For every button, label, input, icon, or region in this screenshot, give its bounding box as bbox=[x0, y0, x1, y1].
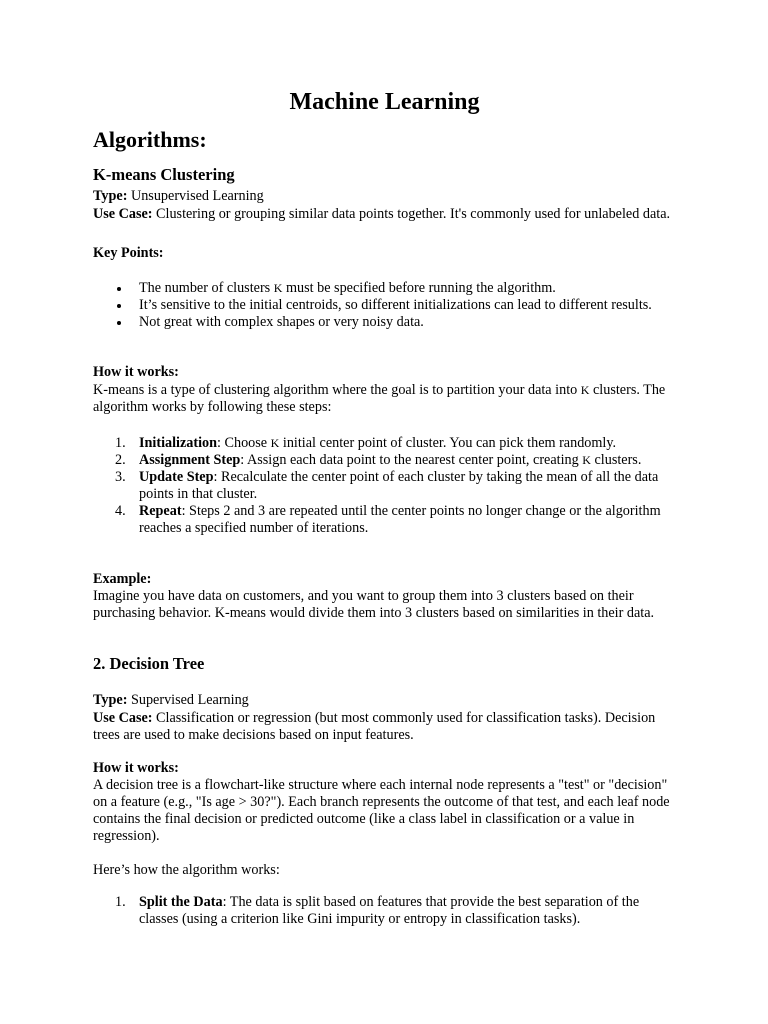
use-case-value: Classification or regression (but most commonly used for classification tasks). Decision trees are used to make decisions based on input features. bbox=[93, 710, 656, 743]
use-case-label: Use Case: bbox=[93, 710, 153, 726]
kmeans-heading: K-means Clustering bbox=[93, 165, 235, 184]
dtree-how-label: How it works: bbox=[93, 760, 179, 776]
kmeans-use-case bbox=[93, 206, 676, 223]
dtree-how-text: A decision tree is a flowchart-like structure where each internal node represents a "test" or "decision" on a feature (e.g., "Is age > 30?"). Each branch represents the outcome of that test, and each leaf node contains the final decision or predicted outcome (like a class label in classification or a value in regression). bbox=[93, 777, 670, 844]
type-value: Supervised Learning bbox=[127, 692, 249, 708]
key-points-label: Key Points: bbox=[93, 245, 164, 261]
how-it-works-label: How it works: bbox=[93, 364, 179, 380]
page-title: Machine Learning bbox=[289, 89, 480, 115]
dtree-intro: Here’s how the algorithm works: bbox=[93, 862, 280, 878]
dtree-type bbox=[93, 692, 676, 709]
list-item: It’s sensitive to the initial centroids, so different initializations can lead to different results. bbox=[93, 297, 676, 314]
how-it-works-text: K-means is a type of clustering algorithm where the goal is to partition your data into K clusters. The algorithm works by following these steps: bbox=[93, 382, 666, 415]
list-item: 4. Repeat: Steps 2 and 3 are repeated until the center points no longer change or the algorithm reaches a specified number of iterations. bbox=[115, 503, 661, 536]
example-label: Example: bbox=[93, 571, 152, 587]
steps-list bbox=[93, 435, 676, 537]
list-item: Not great with complex shapes or very noisy data. bbox=[93, 314, 676, 331]
use-case-value: Clustering or grouping similar data points together. It's commonly used for unlabeled data. bbox=[152, 206, 671, 222]
dtree-use-case bbox=[93, 710, 676, 744]
list-item: 3. Update Step: Recalculate the center point of each cluster by taking the mean of all the data points in that cluster. bbox=[115, 469, 659, 502]
type-label: Type: bbox=[93, 188, 128, 204]
list-item: 1. Split the Data: The data is split based on features that provide the best separation of the classes (using a criterion like Gini impurity or entropy in classification tasks). bbox=[115, 894, 640, 927]
type-value: Unsupervised Learning bbox=[127, 188, 264, 204]
use-case-label: Use Case: bbox=[93, 206, 153, 222]
type-label: Type: bbox=[93, 692, 128, 708]
dtree-steps-list bbox=[93, 894, 676, 928]
key-points-list bbox=[93, 280, 676, 331]
example-text: Imagine you have data on customers, and you want to group them into 3 clusters based on their purchasing behavior. K-means would divide them into 3 clusters based on similarities in their data. bbox=[93, 588, 655, 621]
list-item: 1. Initialization: Choose K initial center point of cluster. You can pick them randomly. bbox=[115, 435, 617, 451]
list-item: 2. Assignment Step: Assign each data point to the nearest center point, creating K clusters. bbox=[115, 452, 642, 468]
kmeans-type bbox=[93, 188, 676, 205]
list-item: The number of clusters K must be specified before running the algorithm. bbox=[93, 280, 676, 297]
decision-tree-heading: 2. Decision Tree bbox=[93, 654, 205, 673]
section-heading: Algorithms: bbox=[93, 127, 207, 152]
